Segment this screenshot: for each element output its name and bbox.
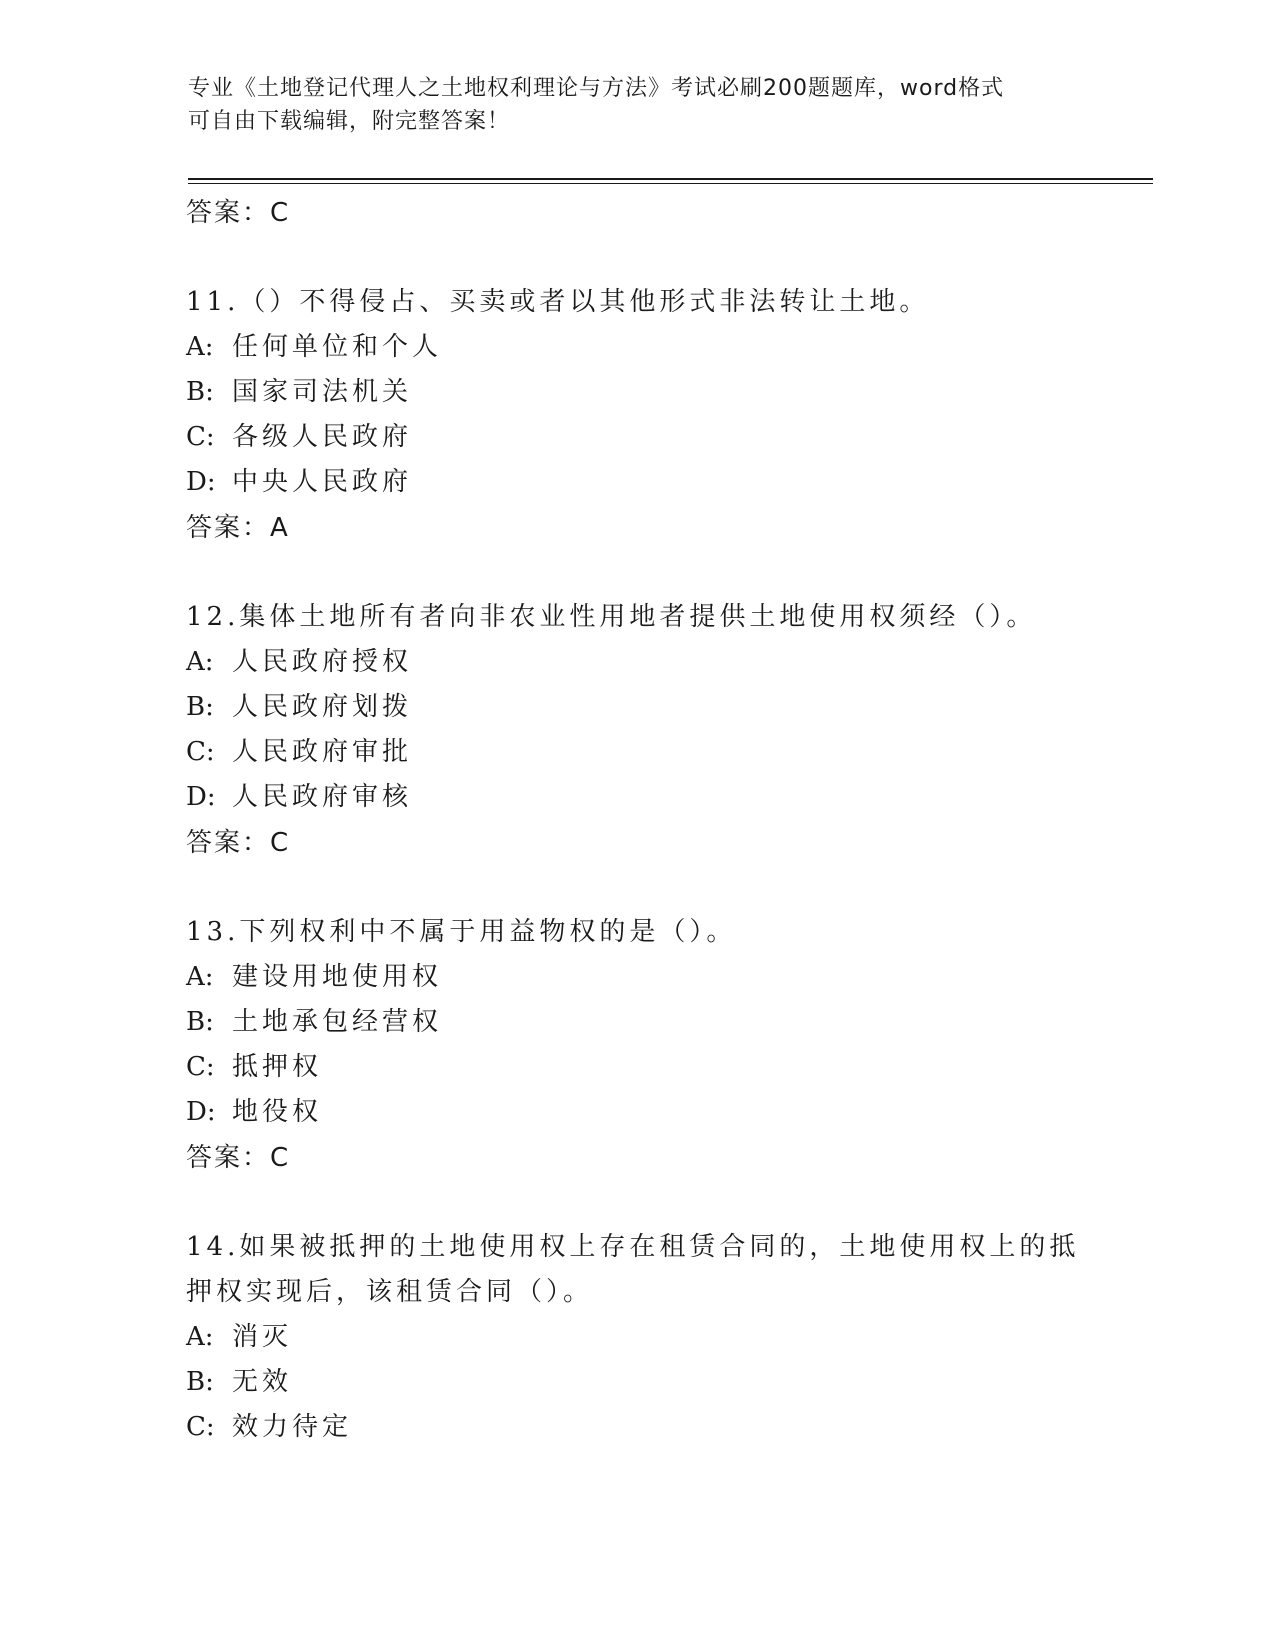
option-key: D: xyxy=(186,1097,216,1127)
question-13 xyxy=(186,910,1086,1181)
option-key: D: xyxy=(186,467,216,497)
answer-value: C xyxy=(270,1143,291,1173)
option-c xyxy=(186,1405,1086,1450)
option-key: A: xyxy=(186,1322,214,1352)
header-line-1: 专业《土地登记代理人之土地权利理论与方法》考试必刷200题题库，word格式 xyxy=(188,76,1005,101)
document-header xyxy=(188,72,1068,138)
option-key: C: xyxy=(186,1052,215,1082)
question-14 xyxy=(186,1225,1086,1450)
option-key: C: xyxy=(186,1412,215,1442)
header-rule-thin xyxy=(188,183,1153,184)
option-text: 人民政府授权 xyxy=(232,647,413,677)
option-text: 人民政府审批 xyxy=(232,737,413,767)
option-text: 人民政府审核 xyxy=(232,782,413,812)
answer-line xyxy=(186,1135,1086,1181)
header-rule-thick xyxy=(188,178,1153,180)
question-number: 11. xyxy=(186,287,240,317)
question-text: 14.如果被抵押的土地使用权上存在租赁合同的，土地使用权上的抵押权实现后，该租赁合同（）。 xyxy=(186,1232,1080,1307)
option-text: 无效 xyxy=(232,1367,293,1397)
answer-line xyxy=(186,505,1086,551)
option-text: 效力待定 xyxy=(232,1412,353,1442)
question-list xyxy=(186,190,1086,1450)
option-key: B: xyxy=(186,1367,214,1397)
option-key: A: xyxy=(186,332,214,362)
option-key: A: xyxy=(186,647,214,677)
option-text: 国家司法机关 xyxy=(232,377,413,407)
answer-label: 答案： xyxy=(186,513,271,543)
answer-line xyxy=(186,820,1086,866)
question-number: 12. xyxy=(186,602,240,632)
option-a xyxy=(186,1315,1086,1360)
option-key: C: xyxy=(186,737,215,767)
option-text: 人民政府划拨 xyxy=(232,692,413,722)
question-12 xyxy=(186,595,1086,866)
question-11 xyxy=(186,280,1086,551)
option-b xyxy=(186,1360,1086,1405)
option-key: B: xyxy=(186,692,214,722)
option-text: 消灭 xyxy=(232,1322,293,1352)
answer-line xyxy=(186,190,1086,236)
question-text: 12.集体土地所有者向非农业性用地者提供土地使用权须经（）。 xyxy=(186,602,1037,632)
option-c xyxy=(186,1045,1086,1090)
option-d xyxy=(186,1090,1086,1135)
option-text: 各级人民政府 xyxy=(232,422,413,452)
option-d xyxy=(186,775,1086,820)
option-b xyxy=(186,1000,1086,1045)
question-number: 14. xyxy=(186,1232,240,1262)
answer-label: 答案： xyxy=(186,1143,271,1173)
answer-label: 答案： xyxy=(186,828,271,858)
answer-value: C xyxy=(270,828,291,858)
option-a xyxy=(186,955,1086,1000)
question-number: 13. xyxy=(186,917,240,947)
option-a xyxy=(186,325,1086,370)
option-b xyxy=(186,685,1086,730)
option-text: 土地承包经营权 xyxy=(232,1007,443,1037)
header-line-2: 可自由下载编辑，附完整答案！ xyxy=(188,109,511,134)
answer-value: A xyxy=(270,513,290,543)
option-text: 建设用地使用权 xyxy=(232,962,443,992)
option-text: 地役权 xyxy=(232,1097,323,1127)
option-key: B: xyxy=(186,1007,214,1037)
option-c xyxy=(186,415,1086,460)
option-text: 抵押权 xyxy=(232,1052,323,1082)
option-c xyxy=(186,730,1086,775)
option-text: 任何单位和个人 xyxy=(232,332,443,362)
question-text: 13.下列权利中不属于用益物权的是（）。 xyxy=(186,917,737,947)
option-b xyxy=(186,370,1086,415)
option-key: D: xyxy=(186,782,216,812)
answer-label: 答案： xyxy=(186,198,271,228)
option-text: 中央人民政府 xyxy=(232,467,413,497)
answer-value: C xyxy=(270,198,291,228)
option-a xyxy=(186,640,1086,685)
option-key: C: xyxy=(186,422,215,452)
option-d xyxy=(186,460,1086,505)
option-key: A: xyxy=(186,962,214,992)
option-key: B: xyxy=(186,377,214,407)
question-text: 11.（）不得侵占、买卖或者以其他形式非法转让土地。 xyxy=(186,287,930,317)
